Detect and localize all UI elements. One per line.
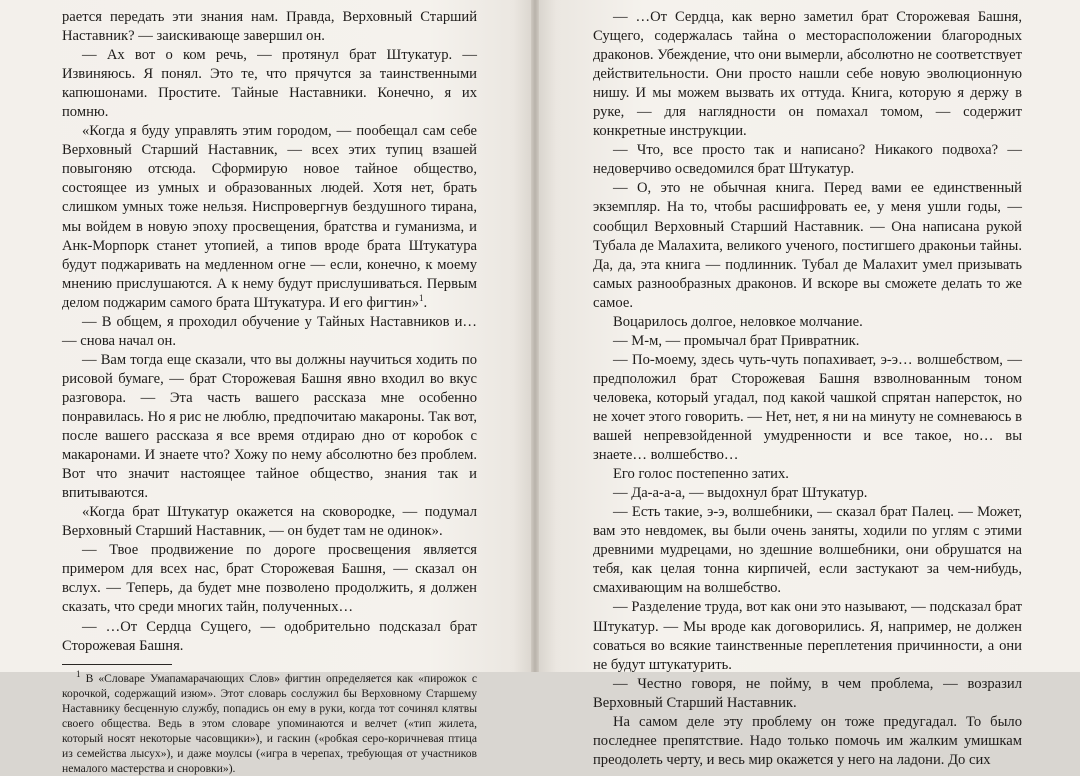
paragraph: — …От Сердца Сущего, — одобрительно подсказал брат Сторожевая Башня. <box>62 618 477 654</box>
paragraph: Его голос постепенно затих. <box>613 466 789 483</box>
paragraph: — Есть такие, э-э, волшебники, — сказал брат Палец. — Может, вам это невдомек, вы были очень заняты, ходили по углям с этими древними мудрецами, но здешние волшебники, они обрушатся на тебя, как целая тонна кирпичей, если застукают за чем-нибудь, смахивающим на волшебство. <box>593 504 1022 597</box>
footnote-divider <box>62 664 172 665</box>
footnote <box>62 668 477 776</box>
left-page <box>0 0 535 776</box>
paragraph: рается передать эти знания нам. Правда, Верховный Старший Наставник? — заискивающе завершил он. <box>62 9 477 45</box>
paragraph: — Твое продвижение по дороге просвещения является примером для всех нас, брат Сторожевая Башня, — сказал он вслух. — Теперь, да будет мне позволено продолжить, я должен сказать, что среди многих тайн, полученных… <box>62 542 477 616</box>
book-gutter <box>531 0 539 672</box>
footnote-marker: 1 <box>419 292 424 303</box>
footnote-number: 1 <box>76 668 81 679</box>
paragraph-end: . <box>423 294 428 311</box>
paragraph: — Разделение труда, вот как они это называют, — подсказал брат Штукатур. — Мы вроде как договорились. Я, например, не должен соваться во всякие таинственные переплетения причинности, а они не будут штукатурить. <box>593 599 1022 673</box>
paragraph: — В общем, я проходил обучение у Тайных Наставников и… — снова начал он. <box>62 313 477 349</box>
paragraph <box>62 122 477 312</box>
paragraph: — По-моему, здесь чуть-чуть попахивает, э-э… волшебством, — предположил брат Сторожевая Башня взволнованным тоном человека, который угадал, под какой чашкой спрятан наперсток, но не хочет этого говорить. — Нет, нет, я ни на минуту не сомневаюсь в вашей непревзойденной умудренности и все такое, но… вы знаете… волшебство… <box>593 351 1022 464</box>
right-page <box>535 0 1080 768</box>
paragraph-text: «Когда я буду управлять этим городом, — пообещал сам себе Верховный Старший Наставник, — всех этих тупиц взашей повыгоняю отсюда. Сформирую новое тайное общество, состоящее из умных и образованных людей. Хотя нет, брать слишком умных тоже нельзя. Ниспровергнув бездушного тирана, мы войдем в новую эпоху просвещения, братства и гуманизма, и Анк-Морпорк станет утопией, а типов вроде брата Штукатура будут поджаривать на медленном огне — если, конечно, к моему мнению прислушаются. А к нему будут прислушиваться. Первым делом поджарим самого брата Штукатура. И его фигтин» <box>62 123 477 311</box>
paragraph: — Да-а-а-а, — выдохнул брат Штукатур. <box>613 485 868 502</box>
footnote-text: В «Словаре Умапамарачающих Слов» фигтин определяется как «пирожок с корочкой, содержащий изюм». Этот словарь сослужил бы Верховному Старшему Наставнику бесценную службу, попадись он ему в руки, когда тот сочинял клятвы своего общества. Ведь в этом словаре упоминаются и велчет («тип жилета, который носят некоторые часовщики»), и гаскин («робкая серо-коричневая птица из семейства лысух»), и даже моулсы («игра в черепах, требующая от участников немалого мастерства и сноровки»). <box>62 671 477 776</box>
paragraph: — …От Сердца, как верно заметил брат Сторожевая Башня, Сущего, содержалась тайна о месторасположении благородных драконов. Убеждение, что они вымерли, абсолютно не соответствует действительности. Они просто нашли себе новую эволюционную нишу. И мы можем вызвать их оттуда. Книга, которую я держу в руке, — для наглядности он помахал томом, — содержит конкретные инструкции. <box>593 9 1022 140</box>
paragraph: — Ах вот о ком речь, — протянул брат Штукатур. — Извиняюсь. Я понял. Это те, что прячутся за таинственными капюшонами. Простите. Тайные Наставники. Конечно, я их помню. <box>62 47 477 121</box>
paragraph: «Когда брат Штукатур окажется на сковородке, — подумал Верховный Старший Наставник, — он будет там не одинок». <box>62 504 477 540</box>
paragraph: — М-м, — промычал брат Привратник. <box>613 332 860 349</box>
paragraph: — Честно говоря, не пойму, в чем проблема, — возразил Верховный Старший Наставник. <box>593 675 1022 711</box>
paragraph: Воцарилось долгое, неловкое молчание. <box>613 313 863 330</box>
paragraph: — Что, все просто так и написано? Никакого подвоха? — недоверчиво осведомился брат Штукатур. <box>593 142 1022 178</box>
paragraph: — О, это не обычная книга. Перед вами ее единственный экземпляр. На то, чтобы расшифровать ее, у меня ушли годы, — сообщил Верховный Старший Наставник. — Она написана рукой Тубала де Малахита, великого ученого, постигшего драконьи тайны. Да, да, эта книга — подлинник. Тубал де Малахит умел призывать самых разнообразных драконов. И вскоре вы сможете делать то же самое. <box>593 180 1022 311</box>
paragraph: — Вам тогда еще сказали, что вы должны научиться ходить по рисовой бумаге, — брат Сторожевая Башня явно входил во вкус разговора. — Эта часть вашего рассказа мне особенно понравилась. Но я рис не люблю, предпочитаю макароны. Так вот, после вашего рассказа я все время отдираю дно от коробок с макаронами. И знаете что? Хожу по нему абсолютно без проблем. Вот что значит настоящее тайное общество, знания так и впитываются. <box>62 351 477 502</box>
paragraph: На самом деле эту проблему он тоже предугадал. То было последнее препятствие. Надо только помочь им жалким умишкам преодолеть черту, и весь мир окажется у него на ладони. До сих <box>593 713 1022 768</box>
